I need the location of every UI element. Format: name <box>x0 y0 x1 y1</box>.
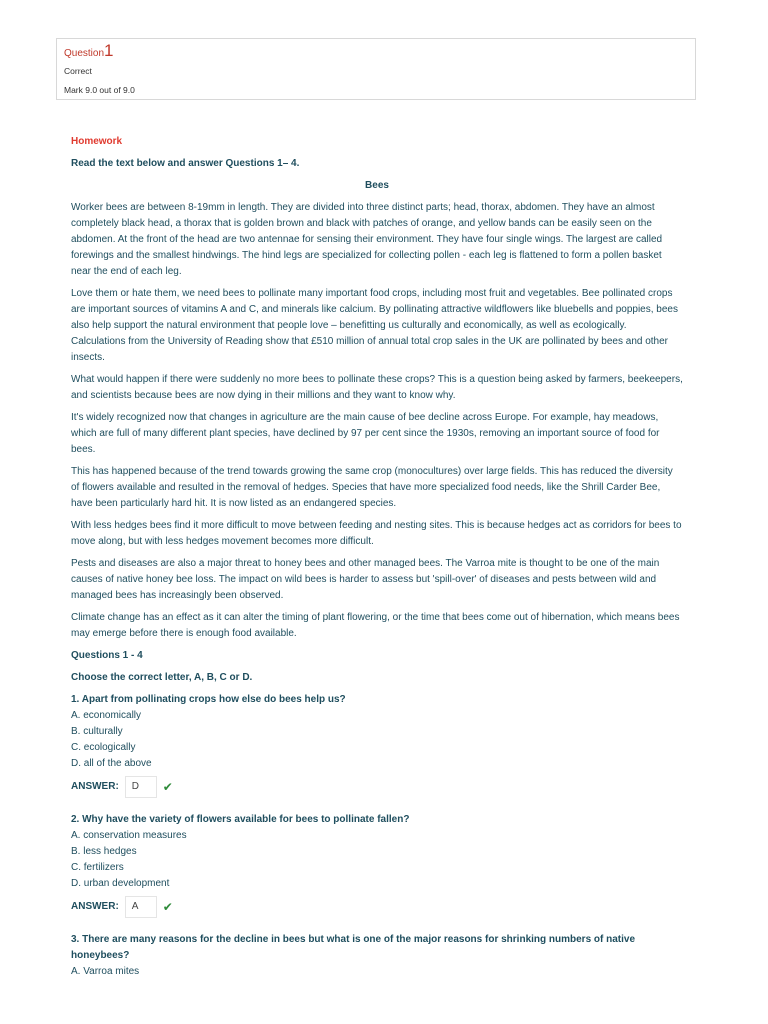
option-b: B. less hedges <box>71 846 137 857</box>
question-label: Question <box>64 48 105 59</box>
question-number: 1 <box>104 41 114 60</box>
question-text: 1. Apart from pollinating crops how else do bees help us? <box>71 694 346 705</box>
check-icon: ✔ <box>162 900 173 914</box>
option-a: A. economically <box>71 710 142 721</box>
question-content <box>71 134 683 994</box>
answer-label: ANSWER: <box>71 781 119 792</box>
answer-label: ANSWER: <box>71 901 119 912</box>
check-icon: ✔ <box>162 780 173 794</box>
passage-paragraph: With less hedges bees find it more difficult to move between feeding and nesting sites. This is because hedges act as corridors for bees to move along, but with less hedges movement becomes more difficult. <box>71 520 682 547</box>
answer-input[interactable]: A <box>125 896 157 918</box>
passage-paragraph: Worker bees are between 8-19mm in length. They are divided into three distinct parts; head, thorax, abdomen. They have an almost completely black head, a thorax that is golden brown and black with patches of orange, and yellow bands can be easily seen on the abdomen. At the front of the head are two antennae for sensing their environment. They have four single wings. The largest are called forewings and the smallest hindwings. The hind legs are specialized for collecting pollen - each leg is flattened to form a pollen basket near the end of each leg. <box>71 202 663 277</box>
passage-paragraph: It's widely recognized now that changes in agriculture are the main cause of bee decline across Europe. For example, hay meadows, which are full of many different plant species, have declined by 97 per cent since the 1930s, removing an important source of food for bees. <box>71 412 660 455</box>
passage-paragraph: Pests and diseases are also a major threat to honey bees and other managed bees. The Varroa mite is thought to be one of the main causes of native honey bee loss. The impact on wild bees is harder to assess but 'spill-over' of diseases and pests between wild and managed bees has increasingly been observed. <box>71 558 660 601</box>
question-block-1 <box>71 692 683 798</box>
question-title <box>64 41 688 61</box>
passage-paragraph: What would happen if there were suddenly no more bees to pollinate these crops? This is a question being asked by farmers, beekeepers, and scientists because bees are now dying in their millions and they want to know why. <box>71 374 683 401</box>
passage-title: Bees <box>365 180 389 191</box>
option-a: A. Varroa mites <box>71 966 140 977</box>
passage-paragraph: Climate change has an effect as it can alter the timing of plant flowering, or the time that bees come out of hibernation, which means bees may emerge before there is enough food available. <box>71 612 680 639</box>
option-b: B. culturally <box>71 726 123 737</box>
question-block-3 <box>71 932 683 980</box>
question-text: 2. Why have the variety of flowers available for bees to pollinate fallen? <box>71 814 410 825</box>
reading-instruction: Read the text below and answer Questions 1– 4. <box>71 158 300 169</box>
section-heading: Homework <box>71 136 123 147</box>
questions-heading: Questions 1 - 4 <box>71 650 143 661</box>
option-c: C. fertilizers <box>71 862 124 873</box>
answer-row <box>71 896 683 918</box>
question-text: 3. There are many reasons for the decline in bees but what is one of the major reasons for shrinking numbers of native honeybees? <box>71 934 636 961</box>
question-info-box <box>56 38 696 100</box>
option-d: D. all of the above <box>71 758 152 769</box>
answer-row <box>71 776 683 798</box>
question-block-2 <box>71 812 683 918</box>
question-mark: Mark 9.0 out of 9.0 <box>64 85 135 95</box>
option-c: C. ecologically <box>71 742 136 753</box>
option-d: D. urban development <box>71 878 170 889</box>
passage-paragraph: This has happened because of the trend towards growing the same crop (monocultures) over large fields. This has reduced the diversity of flowers available and resulted in the removal of hedges. Species that have more specialized food needs, like the Shrill Carder Bee, have been particularly hard hit. It is now listed as an endangered species. <box>71 466 673 509</box>
choose-instruction: Choose the correct letter, A, B, C or D. <box>71 672 253 683</box>
answer-input[interactable]: D <box>125 776 157 798</box>
passage-paragraph: Love them or hate them, we need bees to pollinate many important food crops, including most fruit and vegetables. Bee pollinated crops are important sources of vitamins A and C, and minerals like calcium. By pollinating attractive wildflowers like bluebells and poppies, bees also help support the natural environment that people love – benefitting us culturally and economically, as well as ecologically. Calculations from the University of Reading show that £510 million of annual total crop sales in the UK are pollinated by bees and other insects. <box>71 288 678 363</box>
question-state: Correct <box>64 66 92 76</box>
option-a: A. conservation measures <box>71 830 187 841</box>
